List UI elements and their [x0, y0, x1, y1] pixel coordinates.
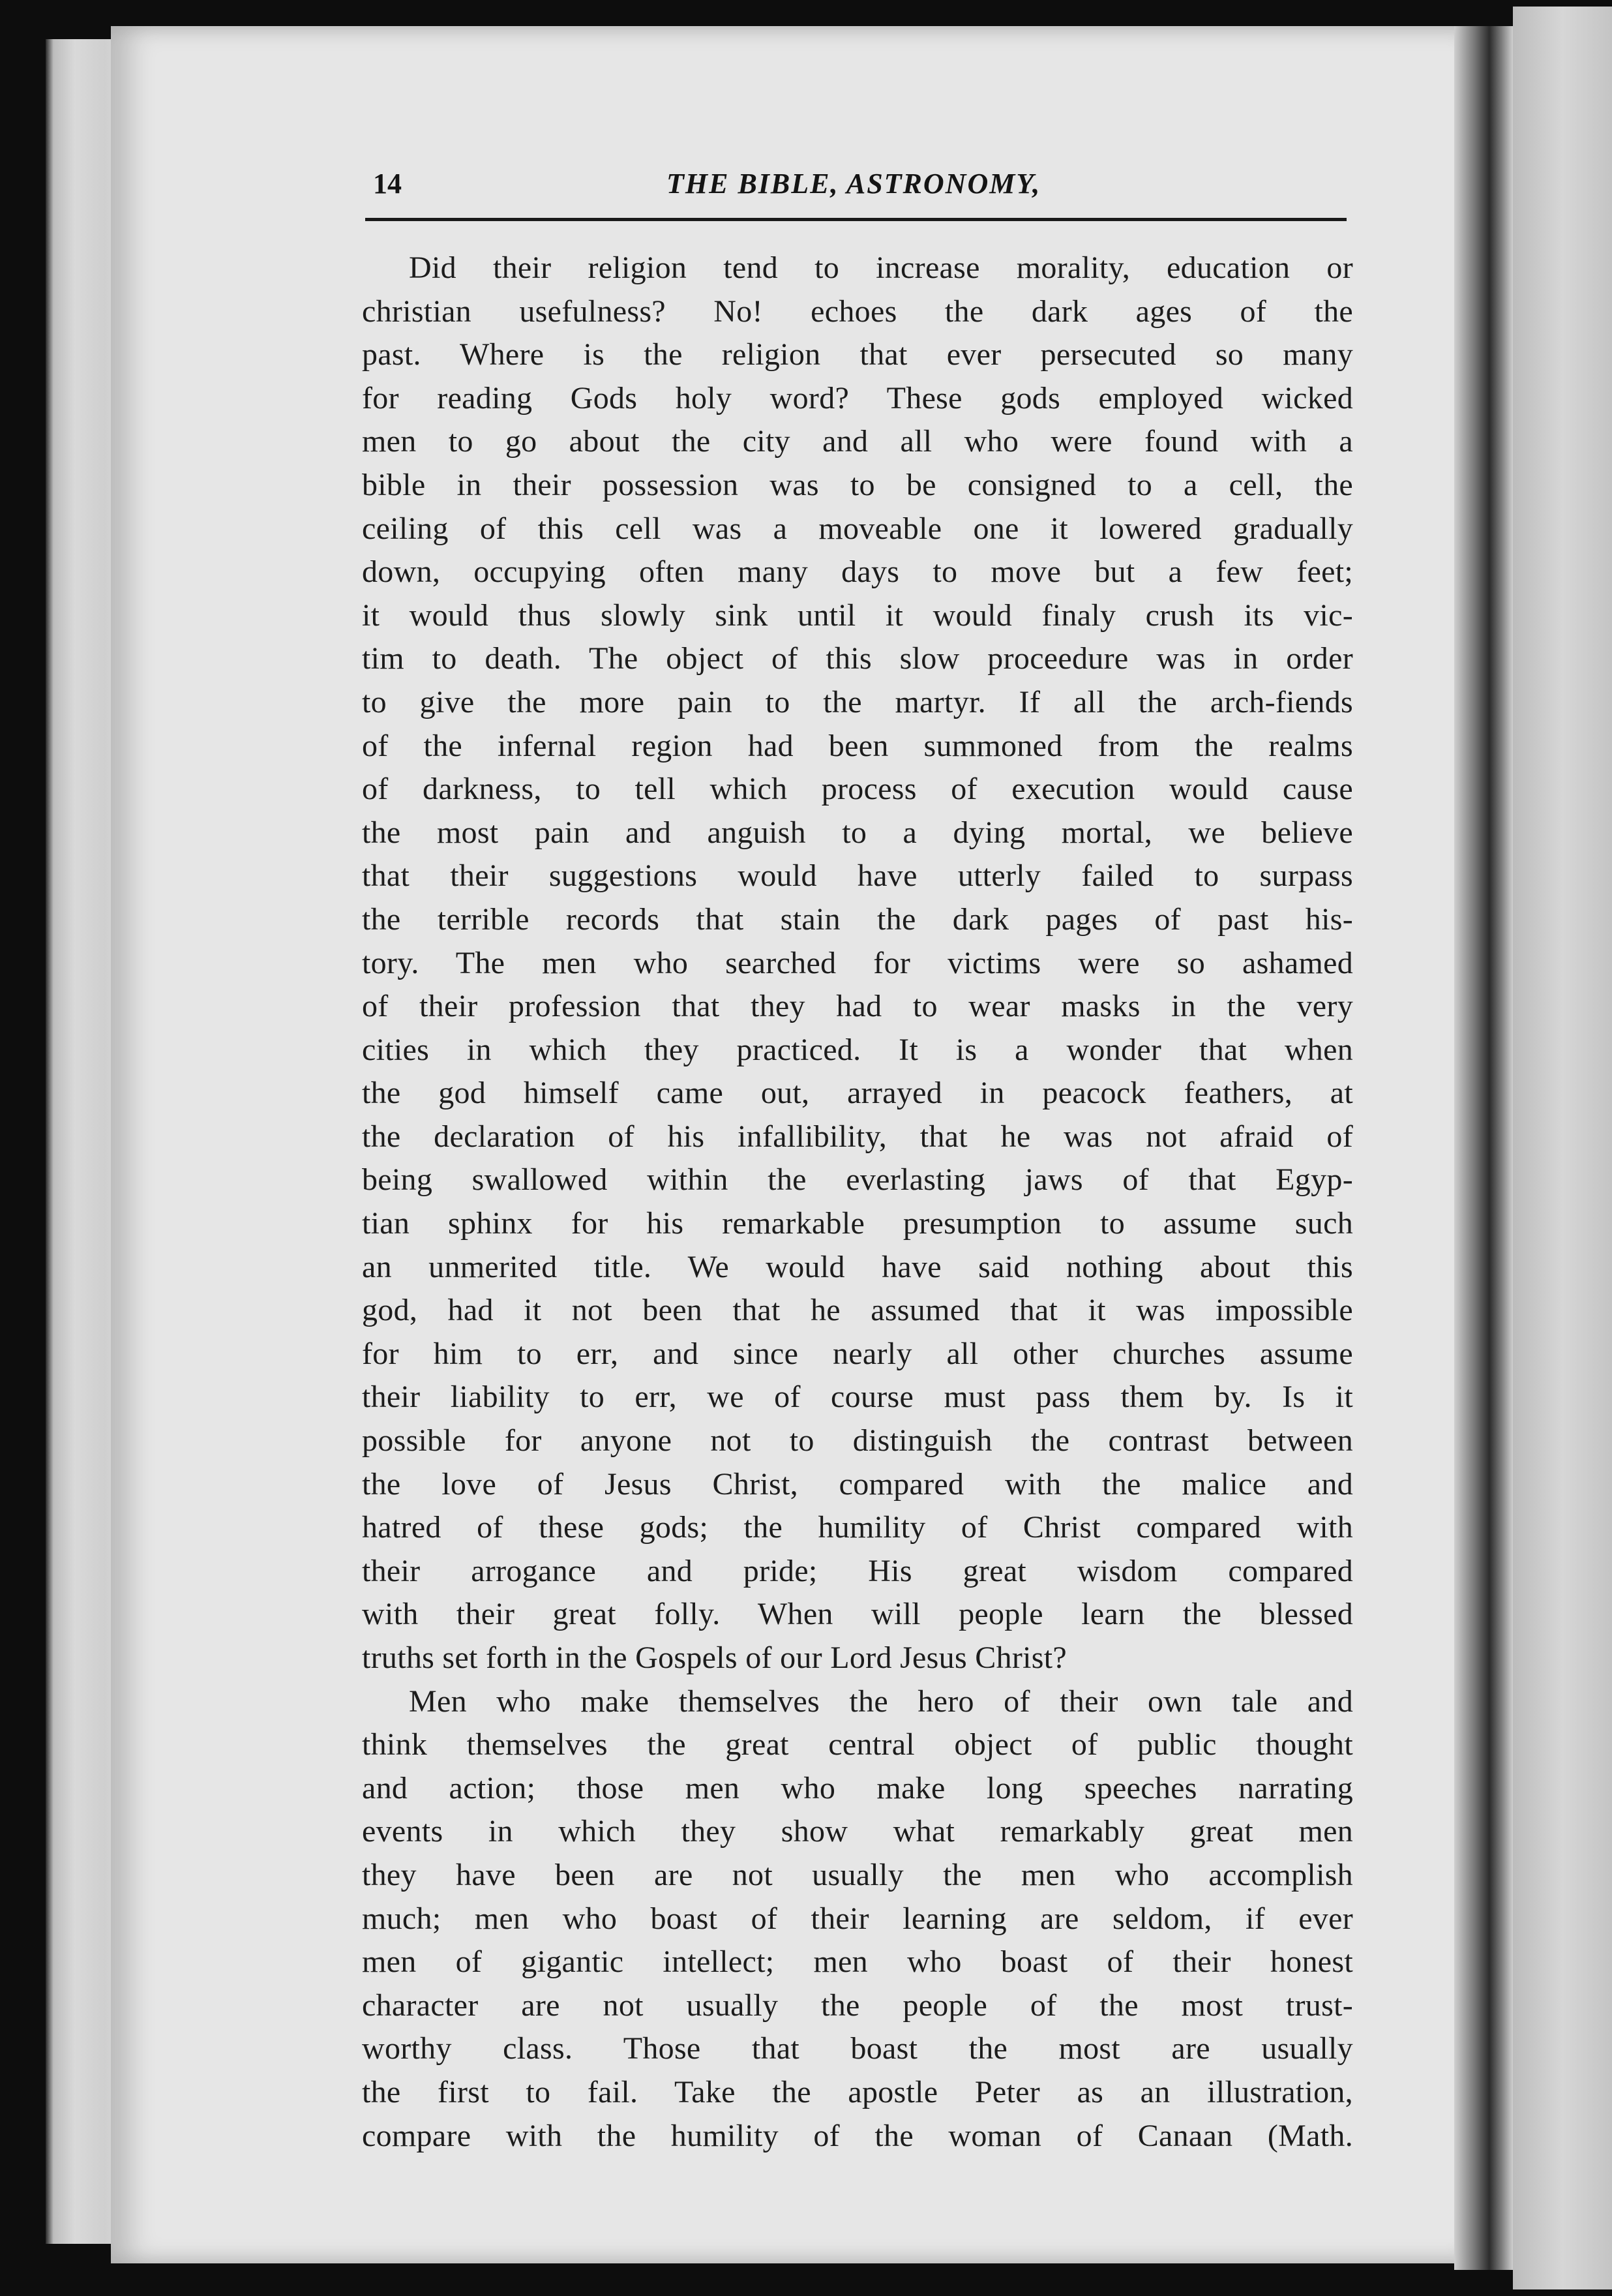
text-line: events in which they show what remarkably great men [362, 1814, 1353, 1849]
text-line: the god himself came out, arrayed in peacock feathers, at [362, 1076, 1353, 1111]
text-line: Men who make themselves the hero of their own tale and [409, 1684, 1353, 1719]
page-number: 14 [373, 168, 402, 200]
header-rule [365, 218, 1347, 221]
text-line: it would thus slowly sink until it would finaly crush its vic- [362, 597, 1353, 633]
text-line: their arrogance and pride; His great wisdom compared [362, 1553, 1353, 1588]
text-line: and action; those men who make long speeches narrating [362, 1770, 1353, 1805]
text-line: god, had it not been that he assumed that it was impossible [362, 1293, 1353, 1328]
text-line: of darkness, to tell which process of execution would cause [362, 772, 1353, 807]
running-title: THE BIBLE, ASTRONOMY, [666, 168, 1041, 200]
text-line: for reading Gods holy word? These gods employed wicked [362, 380, 1353, 415]
text-line: character are not usually the people of the most trust- [362, 1987, 1353, 2023]
text-line: of the infernal region had been summoned from the realms [362, 728, 1353, 763]
text-line: possible for anyone not to distinguish the contrast between [362, 1423, 1353, 1458]
text-line: to give the more pain to the martyr. If all the arch-fiends [362, 684, 1353, 719]
page-header [373, 167, 1345, 213]
text-line: think themselves the great central object of public thought [362, 1727, 1353, 1762]
text-line: ceiling of this cell was a moveable one it lowered gradually [362, 511, 1353, 546]
text-line: truths set forth in the Gospels of our Lord Jesus Christ? [362, 1640, 1067, 1675]
text-line: worthy class. Those that boast the most are usually [362, 2031, 1353, 2066]
text-line: of their profession that they had to wear masks in the very [362, 989, 1353, 1024]
text-line: their liability to err, we of course must pass them by. Is it [362, 1380, 1353, 1415]
text-line: an unmerited title. We would have said nothing about this [362, 1249, 1353, 1284]
text-line: bible in their possession was to be consigned to a cell, the [362, 467, 1353, 502]
text-line: with their great folly. When will people learn the blessed [362, 1597, 1353, 1632]
text-line: men to go about the city and all who were found with a [362, 424, 1353, 459]
body-text [362, 247, 1353, 2158]
text-line: past. Where is the religion that ever persecuted so many [362, 337, 1353, 372]
text-line: compare with the humility of the woman of Canaan (Math. [362, 2118, 1353, 2153]
text-line: tian sphinx for his remarkable presumption to assume such [362, 1206, 1353, 1241]
text-line: the most pain and anguish to a dying mortal, we believe [362, 815, 1353, 850]
text-line: Did their religion tend to increase morality, education or [409, 250, 1353, 285]
text-line: hatred of these gods; the humility of Christ compared with [362, 1510, 1353, 1545]
text-line: tory. The men who searched for victims were so ashamed [362, 945, 1353, 980]
text-line: the love of Jesus Christ, compared with the malice and [362, 1466, 1353, 1502]
text-line: christian usefulness? No! echoes the dark ages of the [362, 294, 1353, 329]
text-line: down, occupying often many days to move but a few feet; [362, 554, 1353, 590]
text-line: being swallowed within the everlasting jaws of that Egyp- [362, 1162, 1353, 1198]
book-gutter [1454, 26, 1513, 2270]
text-line: that their suggestions would have utterly failed to surpass [362, 858, 1353, 894]
text-line: much; men who boast of their learning are seldom, if ever [362, 1901, 1353, 1936]
text-line: they have been are not usually the men who accomplish [362, 1857, 1353, 1892]
text-line: tim to death. The object of this slow proceedure was in order [362, 641, 1353, 676]
text-line: the terrible records that stain the dark pages of past his- [362, 901, 1353, 937]
text-line: men of gigantic intellect; men who boast of their honest [362, 1944, 1353, 1980]
text-line: cities in which they practiced. It is a wonder that when [362, 1032, 1353, 1067]
text-line: for him to err, and since nearly all other churches assume [362, 1336, 1353, 1371]
text-line: the declaration of his infallibility, that he was not afraid of [362, 1119, 1353, 1154]
text-line: the first to fail. Take the apostle Peter as an illustration, [362, 2074, 1353, 2109]
facing-page-edge [1513, 7, 1612, 2289]
